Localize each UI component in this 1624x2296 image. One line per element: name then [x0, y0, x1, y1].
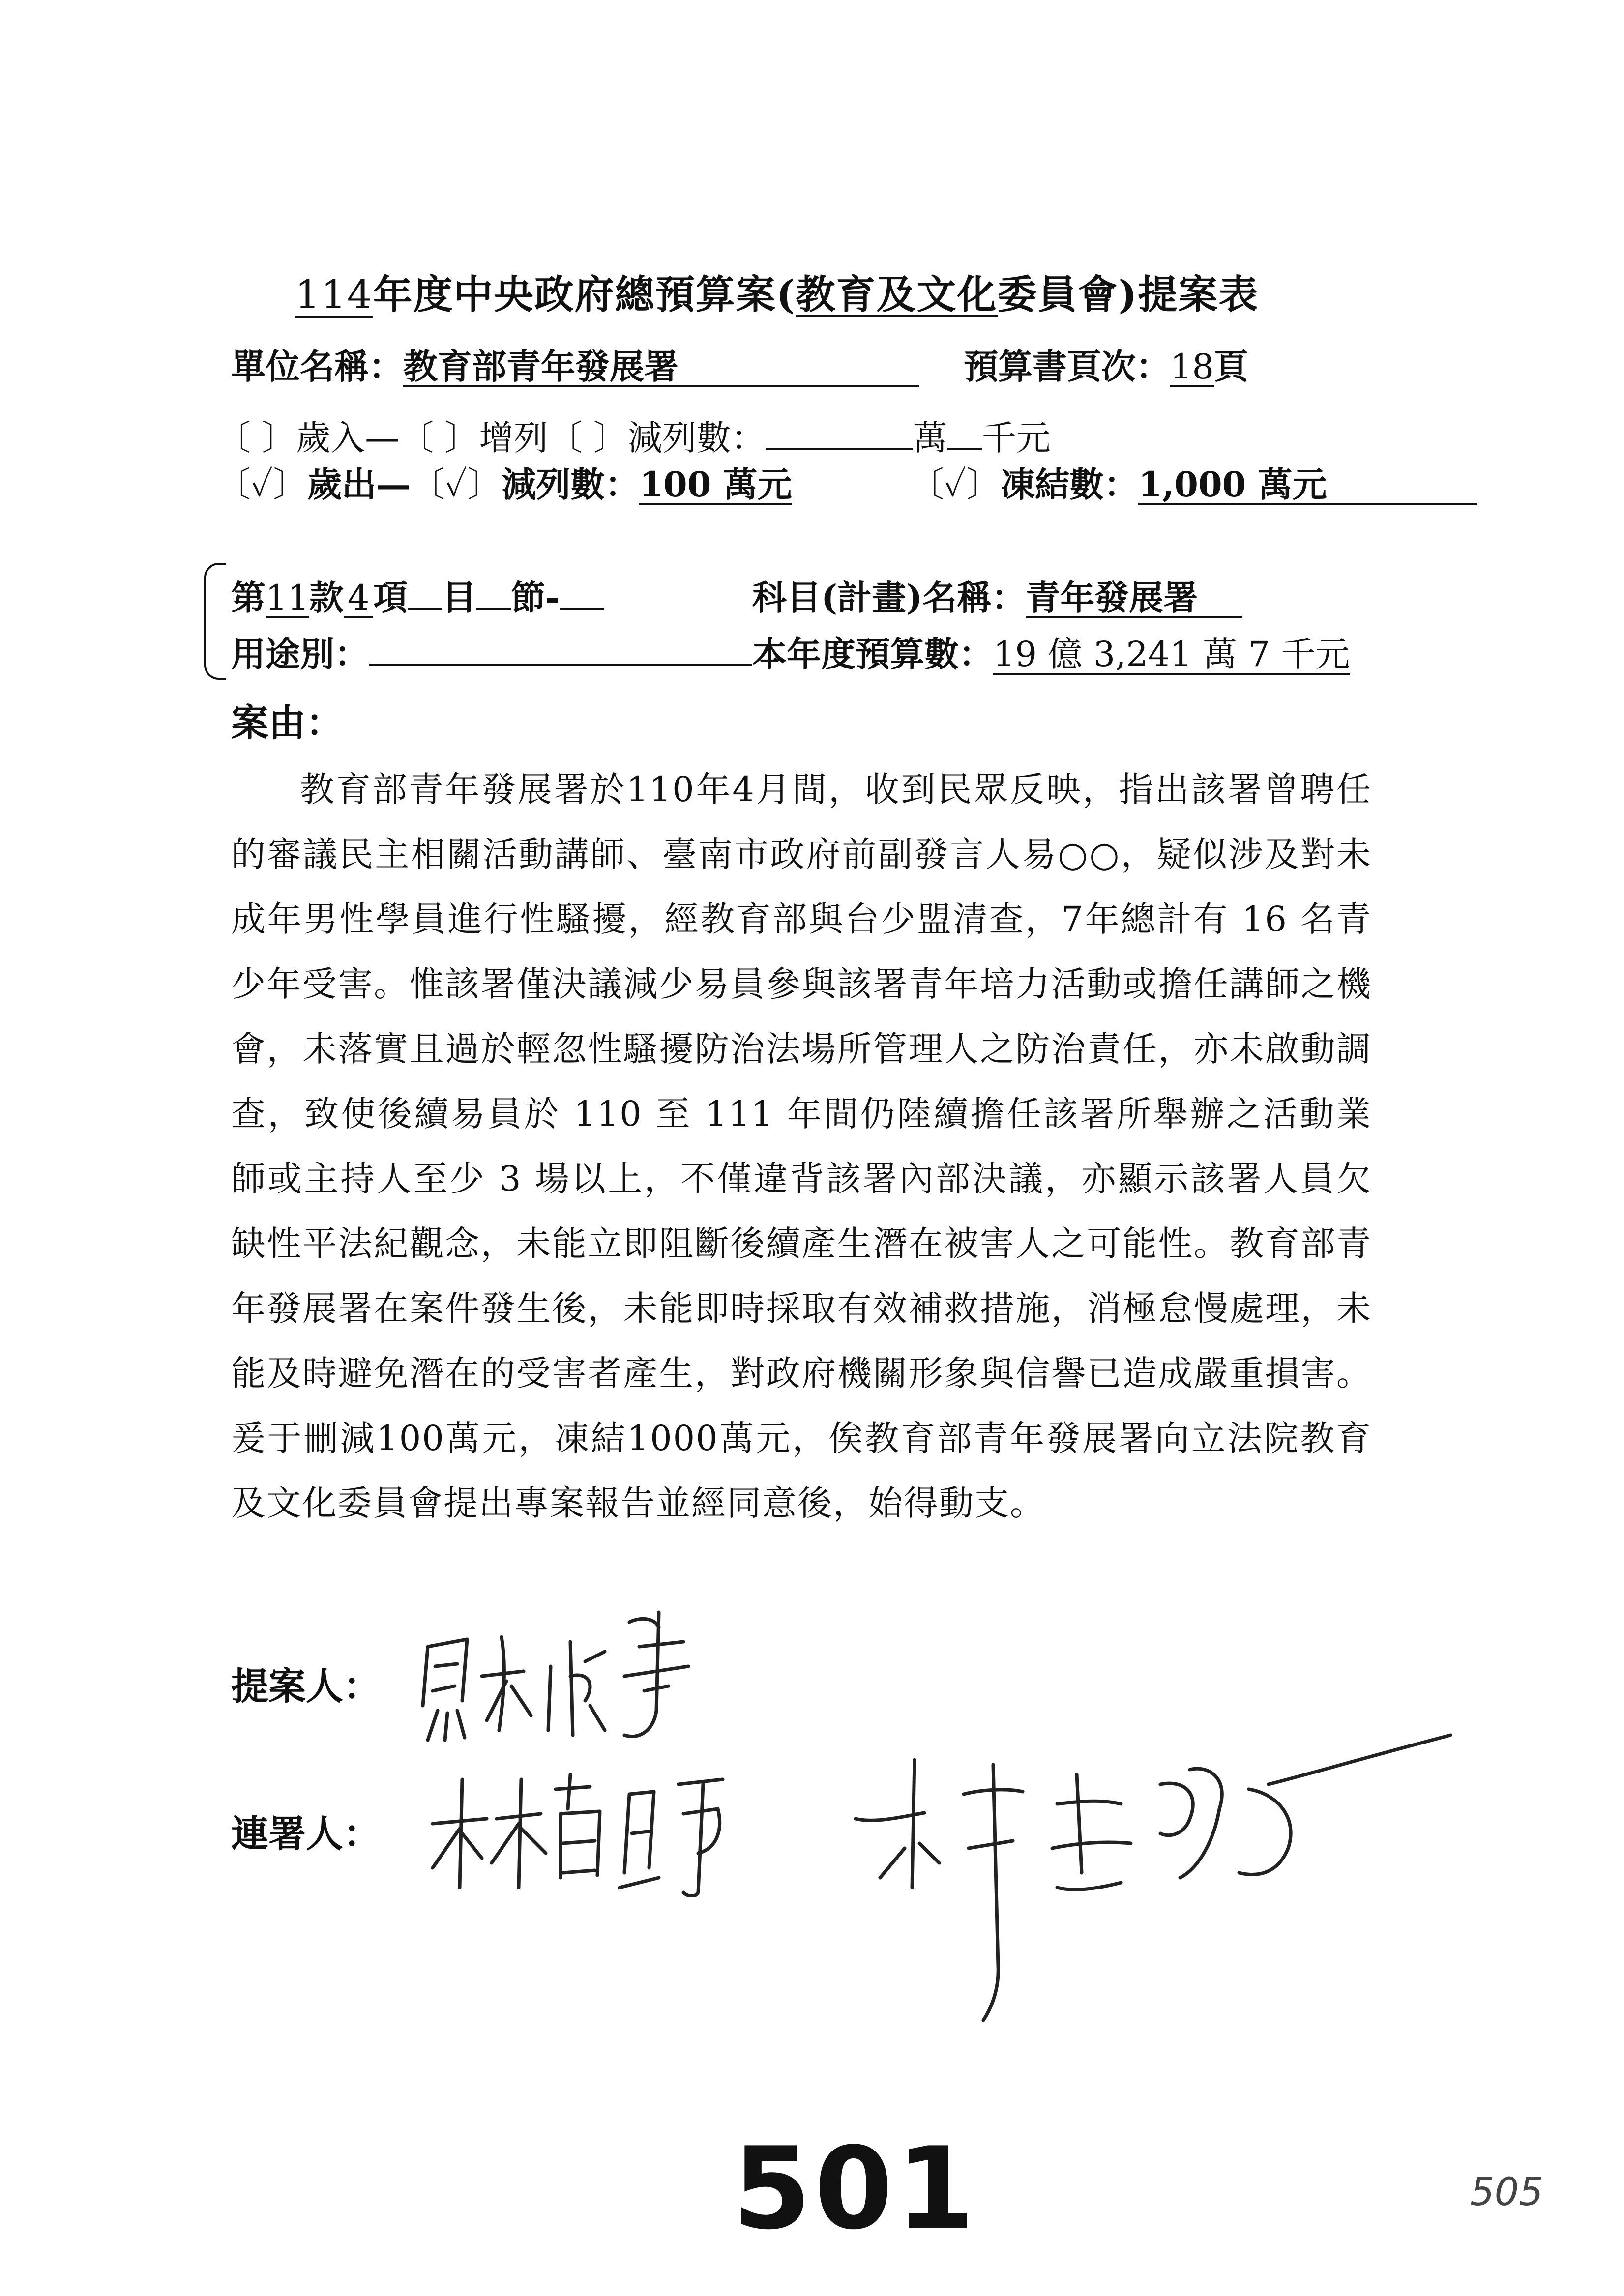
- page-number-large: 501: [733, 2123, 978, 2255]
- section-kuan: 11: [266, 578, 310, 618]
- subject-label: 科目(計畫)名稱：: [752, 577, 1026, 618]
- unit-name: 教育部青年發展署: [403, 349, 919, 387]
- section-kuan-label: 款: [309, 577, 344, 618]
- cosigner-signature-2: [846, 1730, 1465, 2035]
- proposer-label: 提案人：: [231, 1664, 381, 1708]
- revenue-unit-qian: 千元: [981, 418, 1051, 458]
- proposer-signature: [408, 1593, 713, 1755]
- title-text-b: 委員會)提案表: [997, 271, 1259, 318]
- cosigner-signature-1: [423, 1750, 738, 1897]
- revenue-text: 〔 〕歲入—〔 〕增列〔 〕減列數：: [216, 418, 766, 458]
- expenditure-row: [216, 457, 792, 507]
- revenue-qian-blank: [947, 413, 982, 450]
- section-mu-blank: [408, 573, 442, 610]
- budget-page-label: 預算書頁次：: [964, 346, 1170, 387]
- freeze-row: [910, 457, 1477, 507]
- section-xiang-label: 項: [373, 577, 408, 618]
- usage-row: [231, 627, 1350, 676]
- section-xiang: 4: [344, 580, 373, 618]
- budget-page-number: 18: [1170, 347, 1214, 387]
- usage-blank: [369, 630, 752, 666]
- budget-page-row: [964, 339, 1248, 389]
- unit-row: [231, 339, 919, 389]
- section-end-blank: [560, 573, 604, 610]
- revenue-unit-wan: 萬: [913, 418, 947, 458]
- expenditure-checkbox: 〔✓〕: [216, 465, 308, 505]
- revenue-wan-blank: [766, 413, 913, 450]
- usage-label: 用途別：: [231, 634, 369, 674]
- section-mu-label: 目: [442, 577, 477, 618]
- reduce-checkbox: 〔✓〕: [411, 465, 502, 505]
- freeze-label: 凍結數：: [1001, 464, 1139, 505]
- section-prefix: 第: [231, 577, 266, 618]
- budget-label: 本年度預算數：: [752, 634, 993, 674]
- case-heading: 案由：: [231, 701, 343, 745]
- section-jie-label: 節-: [511, 577, 560, 618]
- section-jie-blank: [476, 573, 511, 610]
- title-committee: 教育及文化: [796, 271, 998, 318]
- title-text-a: 年度中央政府總預算案(: [373, 271, 796, 318]
- freeze-checkbox: 〔✓〕: [910, 465, 1001, 505]
- cosigner-label: 連署人：: [231, 1812, 381, 1856]
- unit-label: 單位名稱：: [231, 346, 403, 387]
- reduce-amount: 100 萬元: [639, 464, 792, 505]
- form-title: [295, 263, 1259, 320]
- subject-row: [752, 570, 1242, 620]
- title-year: 114: [295, 272, 373, 318]
- page-number-small: 505: [1470, 2170, 1543, 2214]
- section-bracket: [204, 563, 226, 680]
- expenditure-label: 歲出—: [307, 464, 411, 505]
- case-body: 教育部青年發展署於110年4月間，收到民眾反映，指出該署曾聘任的審議民主相關活動講師、臺南市政府前副發言人易○○，疑似涉及對未成年男性學員進行性騷擾，經教育部與台少盟清查，7年總計有 16 名青少年受害。惟該署僅決議減少易員參與該署青年培力活動或擔任講師之機會，未落實且過於輕忽性騷擾防治法場所管理人之防治責任，亦未啟動調查，致使後續易員於 110 至 111 年間仍陸續擔任該署所舉辦之活動業師或主持人至少 3 場以上，不僅違背該署內部決議，亦顯示該署人員欠缺性平法紀觀念，未能立即阻斷後續產生潛在被害人之可能性。教育部青年發展署在案件發生後，未能即時採取有效補救措施，消極怠慢處理，未能及時避免潛在的受害者產生，對政府機關形象與信譽已造成嚴重損害。爰于刪減100萬元，凍結1000萬元，俟教育部青年發展署向立法院教育及文化委員會提出專案報告並經同意後，始得動支。: [231, 769, 1372, 1523]
- budget-amount: 19 億 3,241 萬 7 千元: [993, 634, 1350, 674]
- revenue-row: [216, 410, 1051, 460]
- freeze-amount: 1,000 萬元: [1138, 466, 1477, 505]
- section-row: [231, 570, 604, 620]
- subject-name: 青年發展署: [1026, 580, 1242, 618]
- budget-page-suffix: 頁: [1214, 346, 1249, 387]
- reduce-label: 減列數：: [502, 464, 640, 505]
